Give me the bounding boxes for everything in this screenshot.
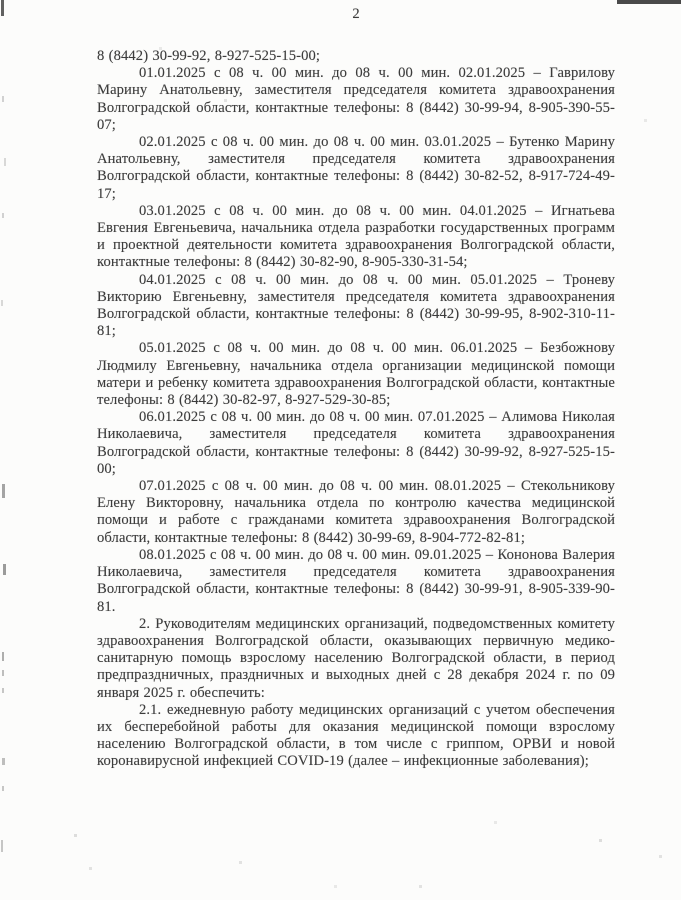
scan-artifact: [617, 0, 681, 4]
scan-artifact: [1, 300, 3, 306]
paragraph-duty-02-01: 02.01.2025 с 08 ч. 00 мин. до 08 ч. 00 мин. 03.01.2025 – Бутенко Марину Анатольевну, заместителя председателя комитета здравоохранения Волгоградской области, контактные телефоны: 8 (8442) 30-82-52, 8-917-724-49-17;: [97, 134, 615, 202]
paragraph-duty-03-01: 03.01.2025 с 08 ч. 00 мин. до 08 ч. 00 мин. 04.01.2025 – Игнатьева Евгения Евгеньевича, начальника отдела разработки государственных программ и проектной деятельности комитета здравоохранения Волгоградской области, контактные телефоны: 8 (8442) 30-82-90, 8-905-330-31-54;: [97, 202, 615, 271]
paragraph-duty-08-01: 08.01.2025 с 08 ч. 00 мин. до 08 ч. 00 мин. 09.01.2025 – Кононова Валерия Николаевича, заместителя председателя комитета здравоохранения Волгоградской области, контактные телефоны: 8 (8442) 30-99-91, 8-905-339-90-81.: [97, 546, 615, 615]
paragraph-item-2: 2. Руководителям медицинских организаций, подведомственных комитету здравоохранения Волгоградской области, оказывающих первичную медико-санитарную помощь взрослому населению Волгоградской области, в период предпраздничных, праздничных и выходных дней с 28 декабря 2024 г. по 09 января 2025 г. обеспечить:: [97, 615, 615, 701]
paragraph-item-2-1: 2.1. ежедневную работу медицинских организаций с учетом обеспечения их бесперебойной работы для оказания медицинской помощи взрослому населению Волгоградской области, в том числе с гриппом, ОРВИ и новой коронавирусной инфекцией COVID-19 (далее – инфекционные заболевания);: [97, 701, 615, 770]
scan-artifact: [2, 758, 5, 765]
document-body: [97, 48, 615, 771]
scan-artifact: [2, 786, 4, 791]
page-number: 2: [352, 6, 360, 22]
scan-artifact: [2, 688, 4, 693]
scan-artifact: [1, 0, 4, 16]
scan-artifact: [2, 213, 4, 218]
scan-artifact: [2, 670, 4, 676]
scan-noise: [0, 0, 1, 1]
paragraph-duty-01-01: 01.01.2025 с 08 ч. 00 мин. до 08 ч. 00 мин. 02.01.2025 – Гаврилову Марину Анатольевну, заместителя председателя комитета здравоохранения Волгоградской области, контактные телефоны: 8 (8442) 30-99-94, 8-905-390-55-07;: [97, 65, 615, 133]
paragraph-duty-06-01: 06.01.2025 с 08 ч. 00 мин. до 08 ч. 00 мин. 07.01.2025 – Алимова Николая Николаевича, заместителя председателя комитета здравоохранения Волгоградской области, контактные телефоны: 8 (8442) 30-99-92, 8-927-525-15-00;: [97, 409, 615, 477]
paragraph-phone-continuation: 8 (8442) 30-99-92, 8-927-525-15-00;: [97, 48, 321, 64]
paragraph-duty-07-01: 07.01.2025 с 08 ч. 00 мин. до 08 ч. 00 мин. 08.01.2025 – Стекольникову Елену Викторовну, начальника отдела по контролю качества медицинской помощи и работе с гражданами комитета здравоохранения Волгоградской области, контактные телефоны: 8 (8442) 30-99-69, 8-904-772-82-81;: [97, 478, 615, 546]
scan-artifact: [2, 652, 4, 661]
scan-artifact: [2, 484, 5, 498]
paragraph-duty-05-01: 05.01.2025 с 08 ч. 00 мин. до 08 ч. 00 мин. 06.01.2025 – Безбожнову Людмилу Евгеньевну, начальника отдела организации медицинской помощи матери и ребенку комитета здравоохранения Волгоградской области, контактные телефоны: 8 (8442) 30-82-97, 8-927-529-30-85;: [97, 340, 615, 409]
scan-artifact: [4, 158, 6, 166]
scan-artifact: [1, 840, 3, 852]
scan-artifact: [2, 96, 4, 102]
scan-artifact: [3, 564, 6, 575]
paragraph-duty-04-01: 04.01.2025 с 08 ч. 00 мин. до 08 ч. 00 мин. 05.01.2025 – Троневу Викторию Евгеньевну, заместителя председателя комитета здравоохранения Волгоградской области, контактные телефоны: 8 (8442) 30-99-95, 8-902-310-11-81;: [97, 271, 615, 340]
